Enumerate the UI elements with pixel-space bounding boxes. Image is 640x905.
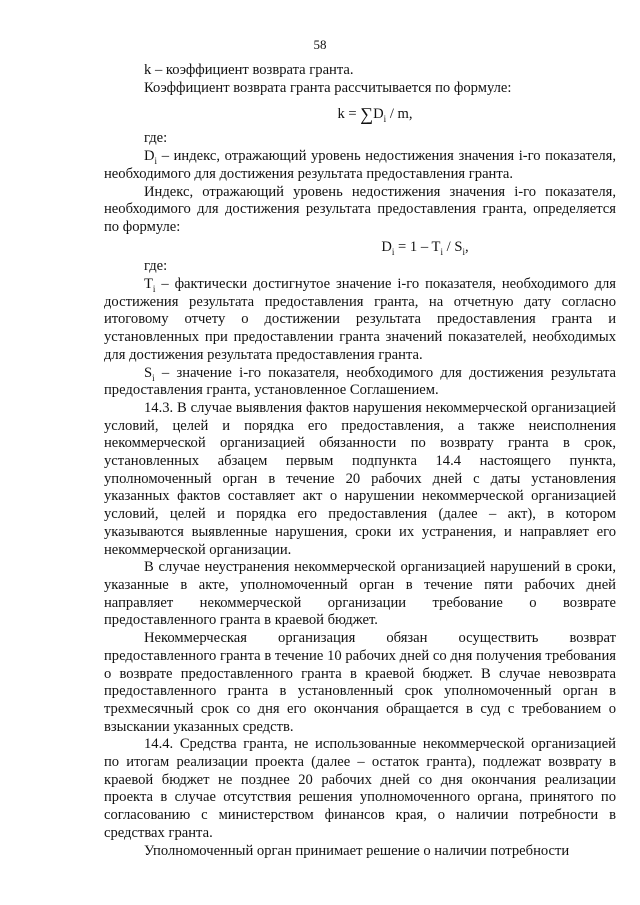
ti-subscript: i	[152, 283, 156, 294]
paragraph-where-1: где:	[144, 130, 168, 147]
si-text: – значение i-го показателя, необходимого для достижения результата предоставления гранта, установленное Соглашением.	[104, 364, 616, 399]
sum-symbol: ∑	[360, 104, 374, 125]
ti-symbol: T	[144, 276, 153, 293]
formula-k	[104, 102, 616, 126]
formula-d-eq: = 1 – T	[394, 238, 441, 255]
page-number: 58	[313, 37, 327, 52]
paragraph-k-calculation: Коэффициент возврата гранта рассчитывается по формуле:	[144, 79, 512, 96]
paragraph-14-3: 14.3. В случае выявления фактов нарушения некоммерческой организацией условий, целей и порядка его предоставления, а также неисполнения некоммерческой организацией обязанности по возврату гранта в срок, установленных абзацем первым подпункта 14.4 настоящего пункта, уполномоченный орган в течение 20 рабочих дней с даты установления указанных фактов составляет акт о нарушении некоммерческой организацией условий, целей и порядка его предоставления (далее – акт), в котором указываются выявленные нарушения, сроки их устранения, и направляет его некоммерческой организации.	[104, 399, 616, 558]
formula-d-div: / S	[443, 238, 463, 255]
paragraph-where-2: где:	[144, 258, 168, 275]
paragraph-last: Уполномоченный орган принимает решение о наличии потребности	[144, 842, 570, 859]
formula-d-subscript: i	[391, 246, 395, 257]
di-text: – индекс, отражающий уровень недостижения значения i-го показателя, необходимого для достижения результата предоставления гранта.	[104, 148, 616, 182]
paragraph-k-definition: k – коэффициент возврата гранта.	[144, 62, 354, 78]
formula-k-subscript: i	[383, 114, 387, 125]
si-subscript: i	[152, 372, 155, 383]
paragraph-index: Индекс, отражающий уровень недостижения значения i-го показателя, необходимого для достижения результата предоставления гранта, определяется по формуле:	[104, 183, 616, 235]
formula-d	[104, 239, 616, 257]
formula-t-subscript: i	[440, 246, 443, 257]
si-symbol: S	[144, 364, 153, 381]
formula-k-rest: / m,	[386, 106, 413, 123]
formula-k-d: D	[373, 106, 384, 123]
paragraph-ti-definition	[104, 276, 616, 365]
ti-text: – фактически достигнутое значение i-го показателя, необходимого для достижения результата предоставления гранта, на отчетную дату согласно итоговому отчету о достижении результата предоставления гранта и установленных при предоставлении гранта значений показателей, необходимых для достижения результата предоставления гранта.	[104, 276, 616, 363]
paragraph-non-elimination: В случае неустранения некоммерческой организацией нарушений в сроки, указанные в акте, уполномоченный орган в течение пяти рабочих дней направляет некоммерческой организации требование о возврате предоставленного гранта в краевой бюджет.	[104, 559, 616, 629]
formula-s-subscript: i	[462, 246, 465, 257]
di-symbol: D	[144, 148, 155, 165]
paragraph-si-definition	[104, 365, 616, 400]
formula-d-end: ,	[464, 238, 469, 255]
paragraph-obligation: Некоммерческая организация обязан осуществить возврат предоставленного гранта в течение 10 рабочих дней со дня получения требования о возврате предоставленного гранта в краевой бюджет. В случае невозврата предоставленного гранта в установленный срок уполномоченный орган в трехмесячный срок со дня его окончания обращается в суд с требованием о взыскании указанных средств.	[104, 630, 616, 735]
paragraph-14-4: 14.4. Средства гранта, не использованные некоммерческой организацией по итогам реализации проекта (далее – остаток гранта), подлежат возврату в краевой бюджет не позднее 20 рабочих дней со дня окончания реализации проекта в случае отсутствия решения уполномоченного органа, принятого по согласованию с министерством финансов края, о наличии потребности в средствах гранта.	[104, 736, 616, 841]
document-body	[104, 62, 616, 860]
formula-k-lhs: k =	[337, 106, 361, 123]
di-subscript: i	[154, 156, 158, 167]
formula-d-symbol: D	[381, 238, 392, 255]
paragraph-di-definition	[104, 148, 616, 183]
